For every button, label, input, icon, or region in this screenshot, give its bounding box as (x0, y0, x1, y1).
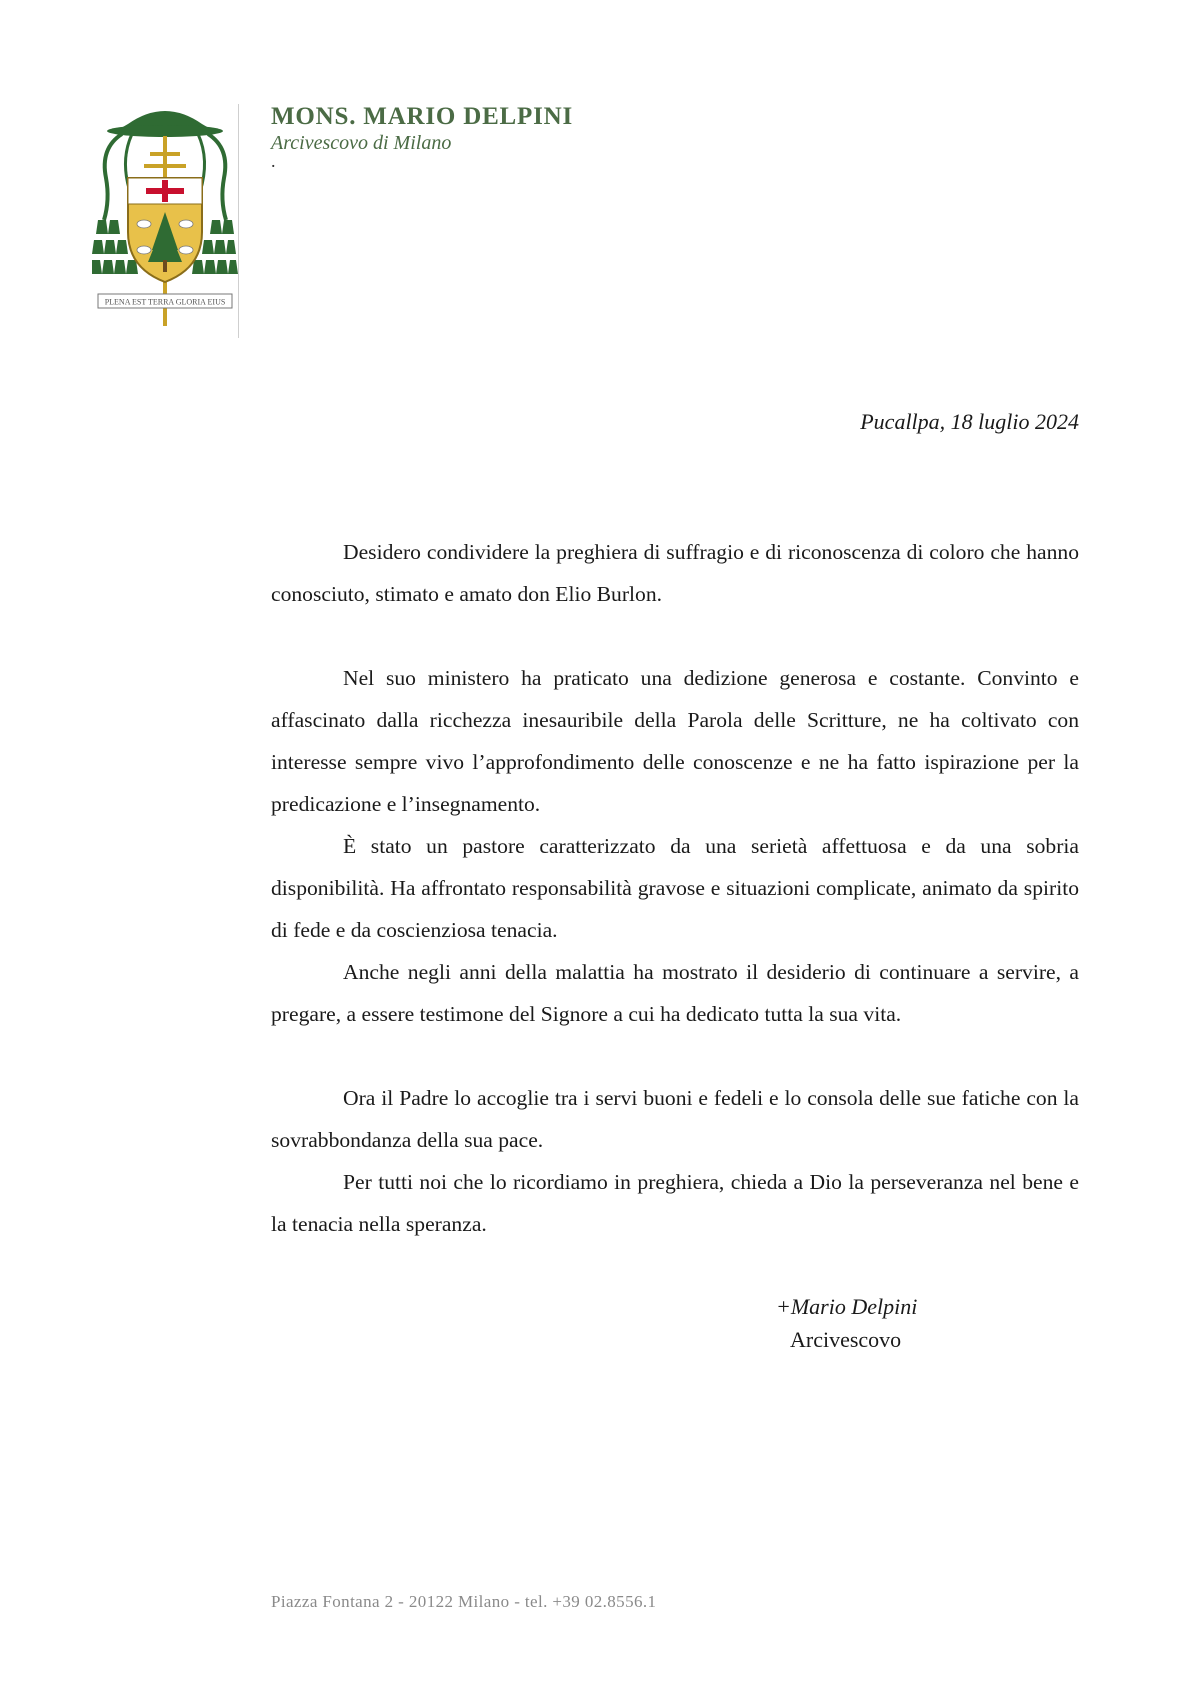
letter-date: Pucallpa, 18 luglio 2024 (860, 409, 1079, 434)
signature-name: +Mario Delpini (776, 1294, 918, 1319)
signature-title: Arcivescovo (790, 1327, 902, 1352)
paragraph: Ora il Padre lo accoglie tra i servi buoni e fedeli e lo consola delle sue fatiche con la sovrabbondanza della sua pace. (271, 1086, 1079, 1152)
svg-text:PLENA EST TERRA GLORIA EIUS: PLENA EST TERRA GLORIA EIUS (104, 297, 226, 307)
paragraph: Desidero condividere la preghiera di suffragio e di riconoscenza di coloro che hanno conosciuto, stimato e amato don Elio Burlon. (271, 540, 1079, 606)
paragraph: Anche negli anni della malattia ha mostrato il desiderio di continuare a servire, a pregare, a essere testimone del Signore a cui ha dedicato tutta la sua vita. (271, 960, 1079, 1026)
coat-of-arms-icon (92, 100, 238, 340)
paragraph: Per tutti noi che lo ricordiamo in preghiera, chieda a Dio la perseveranza nel bene e la tenacia nella speranza. (271, 1170, 1079, 1236)
letterhead-divider (238, 104, 239, 338)
paragraph: È stato un pastore caratterizzato da una serietà affettuosa e da una sobria disponibilità. Ha affrontato responsabilità gravose e situazioni complicate, animato da spirito di fede e da coscienziosa tenacia. (271, 834, 1079, 942)
letterhead-dot: . (271, 151, 276, 171)
letterhead-name: MONS. MARIO DELPINI (271, 103, 574, 130)
letter-body (271, 531, 1079, 1245)
footer-address: Piazza Fontana 2 - 20122 Milano - tel. +39 02.8556.1 (271, 1592, 657, 1611)
paragraph: Nel suo ministero ha praticato una dedizione generosa e costante. Convinto e affascinato dalla ricchezza inesauribile della Parola delle Scritture, ne ha coltivato con interesse sempre vivo l’approfondimento delle conoscenze e ne ha fatto ispirazione per la predicazione e l’insegnamento. (271, 666, 1079, 816)
letterhead-role: Arcivescovo di Milano (271, 132, 452, 154)
